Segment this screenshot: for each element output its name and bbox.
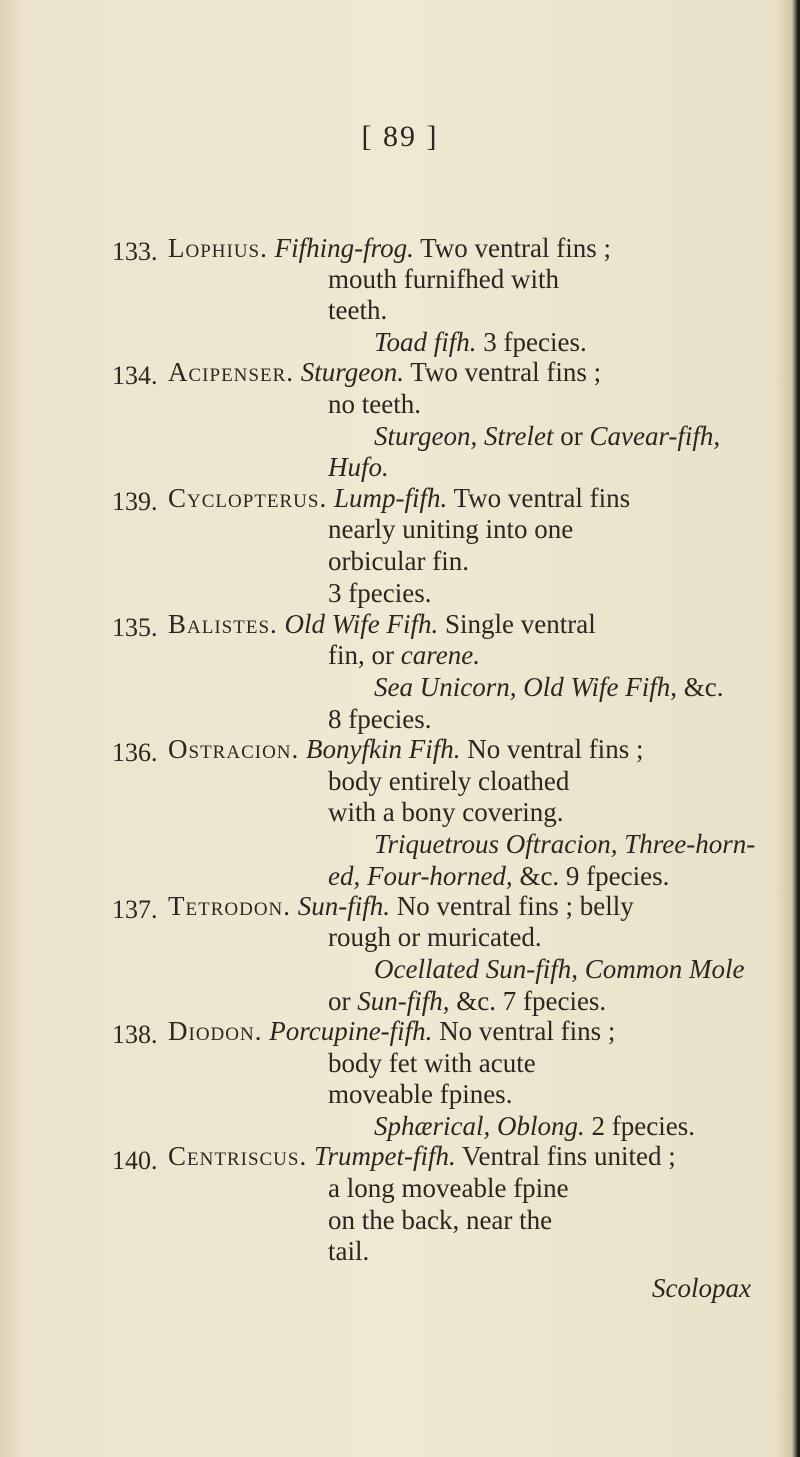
entry-number: 133. bbox=[112, 236, 158, 266]
description-line: 3 fpecies. bbox=[328, 578, 432, 609]
description-line: mouth furnifhed with bbox=[328, 264, 559, 295]
description-line: teeth. bbox=[328, 295, 388, 326]
entry-number: 139. bbox=[112, 486, 158, 516]
entry-description: No ventral fins ; bbox=[439, 1016, 616, 1047]
genus-name: Diodon. bbox=[168, 1016, 263, 1047]
entry-description: Ventral fins united ; bbox=[462, 1141, 676, 1172]
genus-name: Centriscus. bbox=[168, 1141, 308, 1172]
species-line: Toad fifh. 3 fpecies. bbox=[374, 327, 587, 358]
entry-heading bbox=[168, 890, 634, 921]
description-line: orbicular fin. bbox=[328, 545, 469, 576]
genus-name: Lophius. bbox=[168, 232, 268, 263]
species-line: Sphærical, Oblong. 2 fpecies. bbox=[374, 1111, 695, 1142]
species-line: Sea Unicorn, Old Wife Fifh, &c. bbox=[374, 671, 724, 702]
common-name: Trumpet-fifh. bbox=[313, 1141, 456, 1172]
common-name: Sun-fifh. bbox=[297, 890, 391, 921]
description-line: with a bony covering. bbox=[328, 797, 564, 828]
entry-description: No ventral fins ; belly bbox=[396, 890, 634, 921]
entry-number: 136. bbox=[112, 738, 158, 767]
species-line: ed, Four-horned, &c. 9 fpecies. bbox=[328, 860, 670, 891]
entry-heading bbox=[168, 733, 644, 764]
genus-name: Ostracion. bbox=[168, 733, 300, 764]
species-count: 8 fpecies. bbox=[328, 703, 432, 734]
entry-description: Two ventral fins bbox=[453, 482, 631, 513]
description-line: rough or muricated. bbox=[328, 922, 542, 953]
genus-name: Cyclopterus. bbox=[168, 482, 328, 513]
description-line: nearly uniting into one bbox=[328, 514, 574, 545]
common-name: Porcupine-fifh. bbox=[269, 1016, 433, 1047]
entry-number: 135. bbox=[112, 612, 158, 642]
entry-heading bbox=[168, 232, 611, 263]
species-line: Ocellated Sun-fifh, Common Mole bbox=[374, 954, 745, 985]
species-line: Triquetrous Oftracion, Three-horn- bbox=[374, 828, 756, 859]
species-line: or Sun-fifh, &c. 7 fpecies. bbox=[328, 985, 607, 1016]
common-name: Fifhing-frog. bbox=[274, 232, 414, 263]
entry-number: 138. bbox=[112, 1020, 158, 1050]
entry-number: 140. bbox=[112, 1145, 158, 1175]
entry-heading bbox=[168, 1143, 676, 1170]
entry-heading bbox=[168, 482, 631, 513]
entry-heading bbox=[168, 359, 601, 386]
entry-description: No ventral fins ; bbox=[467, 733, 644, 764]
description-line: fin, or carene. bbox=[328, 640, 480, 671]
page-number-header: [ 89 ] bbox=[361, 120, 439, 153]
entry-description: Two ventral fins ; bbox=[420, 232, 611, 263]
species-line: Hufo. bbox=[328, 451, 389, 482]
common-name: Old Wife Fifh. bbox=[284, 608, 439, 639]
genus-name: Tetrodon. bbox=[168, 890, 292, 921]
description-line: moveable fpines. bbox=[328, 1079, 513, 1110]
description-line: body fet with acute bbox=[328, 1047, 536, 1078]
description-line: body entirely cloathed bbox=[328, 765, 570, 796]
description-line: no teeth. bbox=[328, 388, 421, 419]
description-line: tail. bbox=[328, 1236, 370, 1267]
entry-number: 137. bbox=[112, 894, 158, 924]
description-line: on the back, near the bbox=[328, 1204, 553, 1235]
genus-name: Balistes. bbox=[168, 608, 278, 639]
genus-name: Acipenser. bbox=[168, 357, 294, 388]
entry-description: Two ventral fins ; bbox=[410, 357, 602, 388]
species-line: Sturgeon, Strelet or Cavear-fifh, bbox=[374, 420, 721, 451]
common-name: Bonyfkin Fifh. bbox=[306, 733, 461, 764]
description-line: a long moveable fpine bbox=[328, 1173, 569, 1204]
common-name: Lump-fifh. bbox=[333, 482, 448, 513]
entry-number: 134. bbox=[112, 361, 158, 391]
common-name: Sturgeon. bbox=[300, 357, 404, 388]
entry-description: Single ventral bbox=[445, 608, 596, 639]
entry-heading bbox=[168, 608, 596, 639]
entry-heading bbox=[168, 1018, 615, 1045]
catchword: Scolopax bbox=[652, 1272, 751, 1303]
